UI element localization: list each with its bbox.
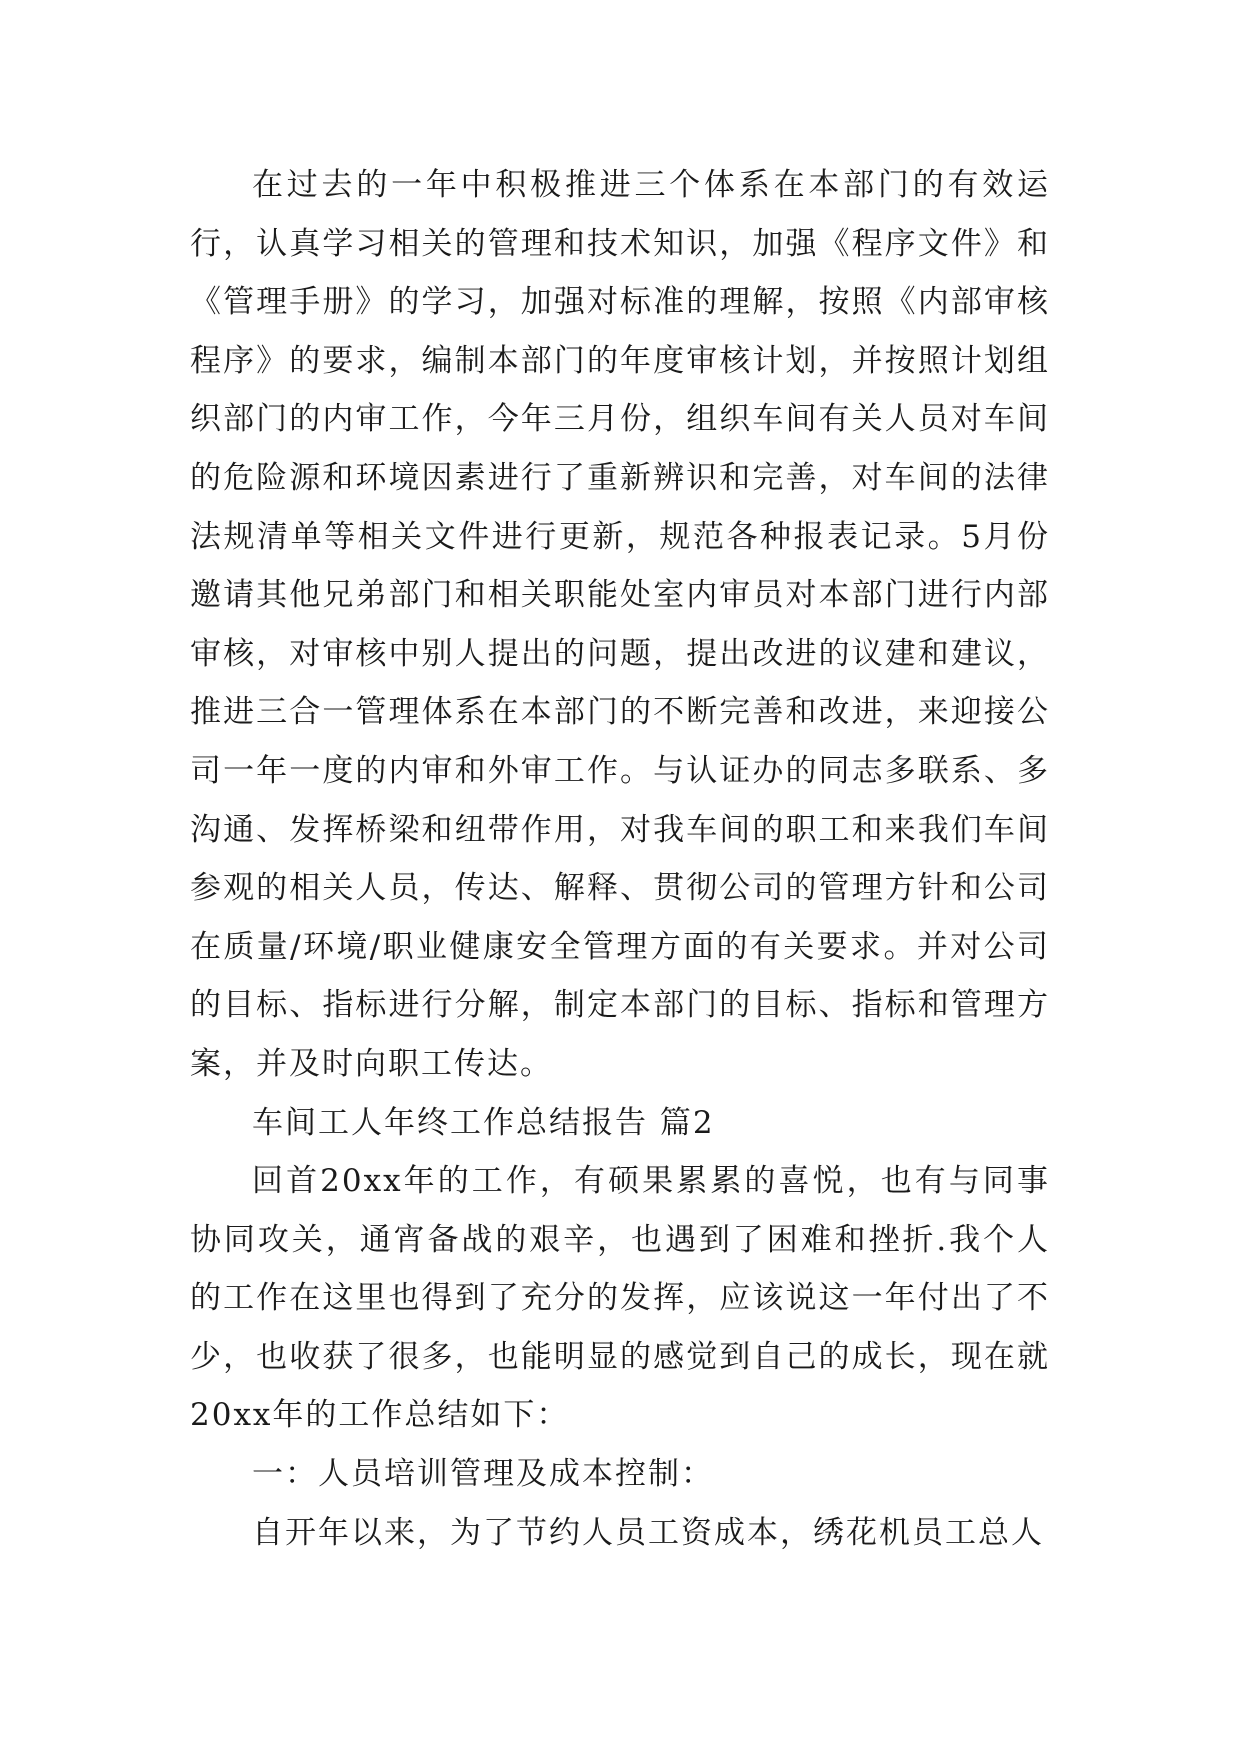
document-body	[190, 156, 1050, 1562]
paragraph-year-review: 回首20xx年的工作，有硕果累累的喜悦，也有与同事协同攻关，通宵备战的艰辛，也遇到了困难和挫折.我个人的工作在这里也得到了充分的发挥，应该说这一年付出了不少，也收获了很多，也能明显的感觉到自己的成长，现在就20xx年的工作总结如下：	[190, 1163, 1050, 1434]
paragraph-staff-cost: 自开年以来，为了节约人员工资成本，绣花机员工总人	[252, 1514, 1044, 1551]
subheading-training-cost-control: 一：人员培训管理及成本控制：	[252, 1456, 714, 1493]
section-heading-part-2: 车间工人年终工作总结报告 篇2	[252, 1104, 715, 1141]
paragraph-system-implementation: 在过去的一年中积极推进三个体系在本部门的有效运行，认真学习相关的管理和技术知识，加强《程序文件》和《管理手册》的学习，加强对标准的理解，按照《内部审核程序》的要求，编制本部门的年度审核计划，并按照计划组织部门的内审工作，今年三月份，组织车间有关人员对车间的危险源和环境因素进行了重新辨识和完善，对车间的法律法规清单等相关文件进行更新，规范各种报表记录。5月份邀请其他兄弟部门和相关职能处室内审员对本部门进行内部审核，对审核中别人提出的问题，提出改进的议建和建议，推进三合一管理体系在本部门的不断完善和改进，来迎接公司一年一度的内审和外审工作。与认证办的同志多联系、多沟通、发挥桥梁和纽带作用，对我车间的职工和来我们车间参观的相关人员，传达、解释、贯彻公司的管理方针和公司在质量/环境/职业健康安全管理方面的有关要求。并对公司的目标、指标进行分解，制定本部门的目标、指标和管理方案，并及时向职工传达。	[190, 167, 1050, 1082]
